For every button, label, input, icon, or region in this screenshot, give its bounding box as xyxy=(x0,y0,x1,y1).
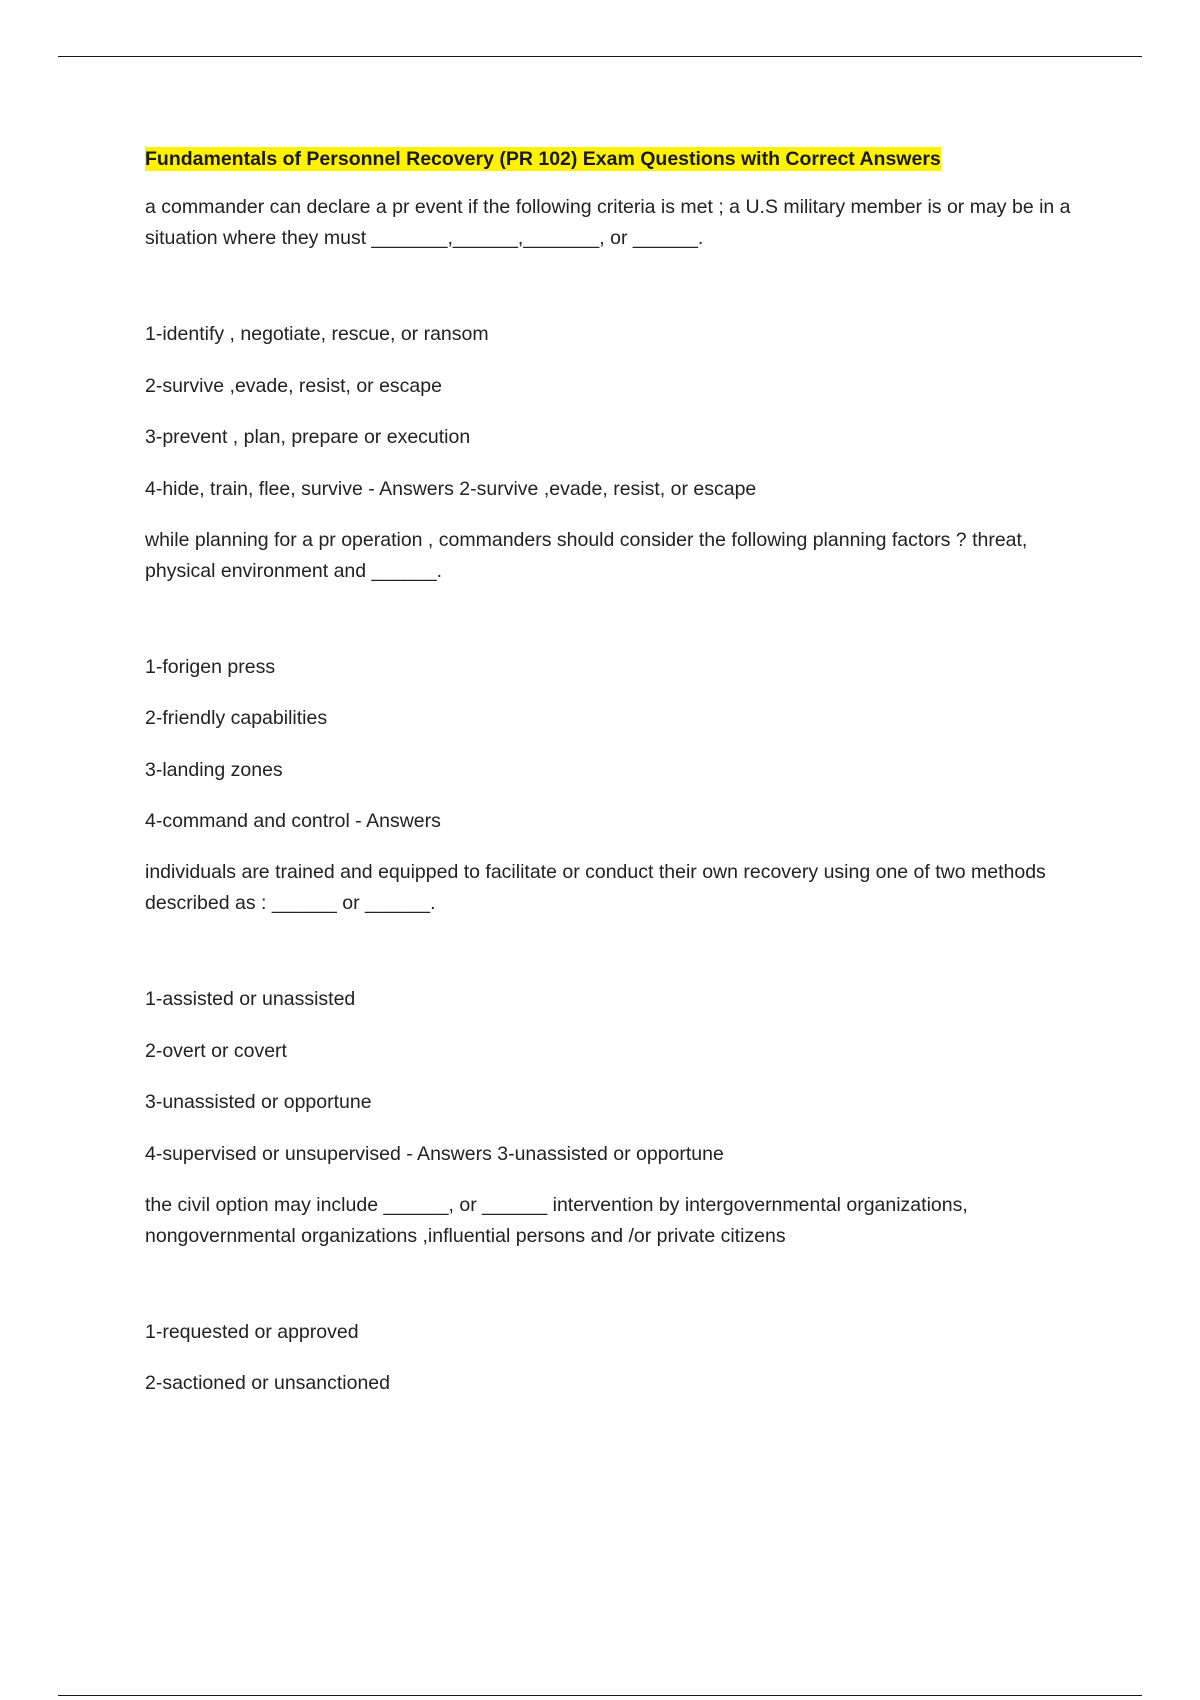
answer-option: 2-friendly capabilities xyxy=(145,707,328,729)
title-line xyxy=(145,146,1085,172)
question-block-2 xyxy=(145,525,1085,835)
question-block-4 xyxy=(145,1190,1085,1397)
top-rule xyxy=(58,56,1142,57)
answer-option: 1-forigen press xyxy=(145,655,276,678)
document-body xyxy=(145,146,1085,1422)
answer-option: 3-landing zones xyxy=(145,758,283,781)
answer-option: 1-assisted or unassisted xyxy=(145,988,356,1010)
question-block-1 xyxy=(145,192,1085,502)
answer-option: 3-prevent , plan, prepare or execution xyxy=(145,426,471,448)
document-title: Fundamentals of Personnel Recovery (PR 102) Exam Questions with Correct Answers xyxy=(145,148,941,170)
answer-option: 4-supervised or unsupervised - Answers 3-unassisted or opportune xyxy=(145,1142,724,1165)
answer-option: 2-sactioned or unsanctioned xyxy=(145,1372,390,1394)
question-text: a commander can declare a pr event if the following criteria is met ; a U.S military member is or may be in a situation where they must _______,______,_______, or ______. xyxy=(145,196,1071,249)
answer-option: 4-hide, train, flee, survive - Answers 2-survive ,evade, resist, or escape xyxy=(145,477,757,500)
bottom-rule xyxy=(58,1695,1142,1696)
question-text: while planning for a pr operation , commanders should consider the following planning factors ? threat, physical environment and ______. xyxy=(145,528,1028,582)
question-block-3 xyxy=(145,857,1085,1167)
answer-option: 1-requested or approved xyxy=(145,1320,359,1343)
question-text: individuals are trained and equipped to facilitate or conduct their own recovery using one of two methods described as : ______ or ______. xyxy=(145,861,1046,914)
answer-option: 2-overt or covert xyxy=(145,1039,287,1062)
answer-option: 2-survive ,evade, resist, or escape xyxy=(145,374,442,397)
answer-option: 4-command and control - Answers xyxy=(145,810,441,832)
question-text: the civil option may include ______, or ______ intervention by intergovernmental organizations, nongovernmental organizations ,influential persons and /or private citizens xyxy=(145,1193,968,1247)
answer-option: 3-unassisted or opportune xyxy=(145,1091,372,1113)
answer-option: 1-identify , negotiate, rescue, or ransom xyxy=(145,323,489,345)
